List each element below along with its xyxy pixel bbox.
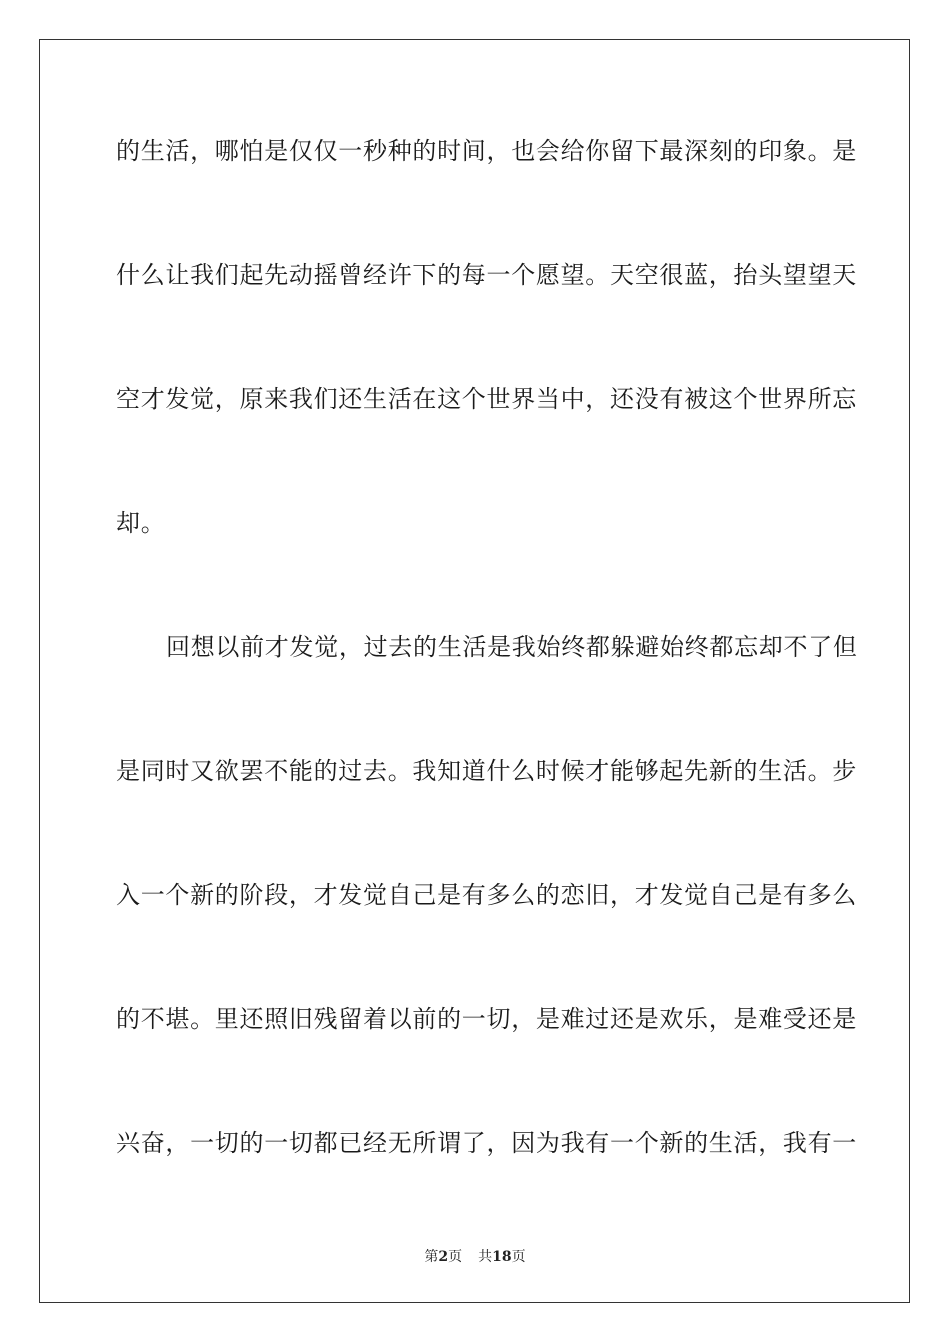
page-border xyxy=(39,39,910,1303)
paragraph-first-line: 回想以前才发觉，过去的生活是我始终都躲避始终都忘却不了但 xyxy=(166,633,858,661)
body-text-line: 却。 xyxy=(116,509,166,537)
page-footer xyxy=(0,1248,950,1266)
total-prefix: 共 xyxy=(478,1249,493,1265)
total-pages: 18 xyxy=(492,1249,512,1265)
page-suffix: 页 xyxy=(448,1249,463,1265)
page-number: 2 xyxy=(438,1249,449,1265)
body-text-line: 的生活，哪怕是仅仅一秒种的时间，也会给你留下最深刻的印象。是 xyxy=(116,137,857,165)
page-prefix: 第 xyxy=(424,1249,439,1265)
body-text-line: 空才发觉，原来我们还生活在这个世界当中，还没有被这个世界所忘 xyxy=(116,385,857,413)
total-suffix: 页 xyxy=(511,1249,526,1265)
body-text-line: 是同时又欲罢不能的过去。我知道什么时候才能够起先新的生活。步 xyxy=(116,757,857,785)
body-text-line: 什么让我们起先动摇曾经许下的每一个愿望。天空很蓝，抬头望望天 xyxy=(116,261,857,289)
body-text-line: 入一个新的阶段，才发觉自己是有多么的恋旧，才发觉自己是有多么 xyxy=(116,881,857,909)
body-text-line: 兴奋，一切的一切都已经无所谓了，因为我有一个新的生活，我有一 xyxy=(116,1129,857,1157)
body-text-line: 的不堪。里还照旧残留着以前的一切，是难过还是欢乐，是难受还是 xyxy=(116,1005,857,1033)
